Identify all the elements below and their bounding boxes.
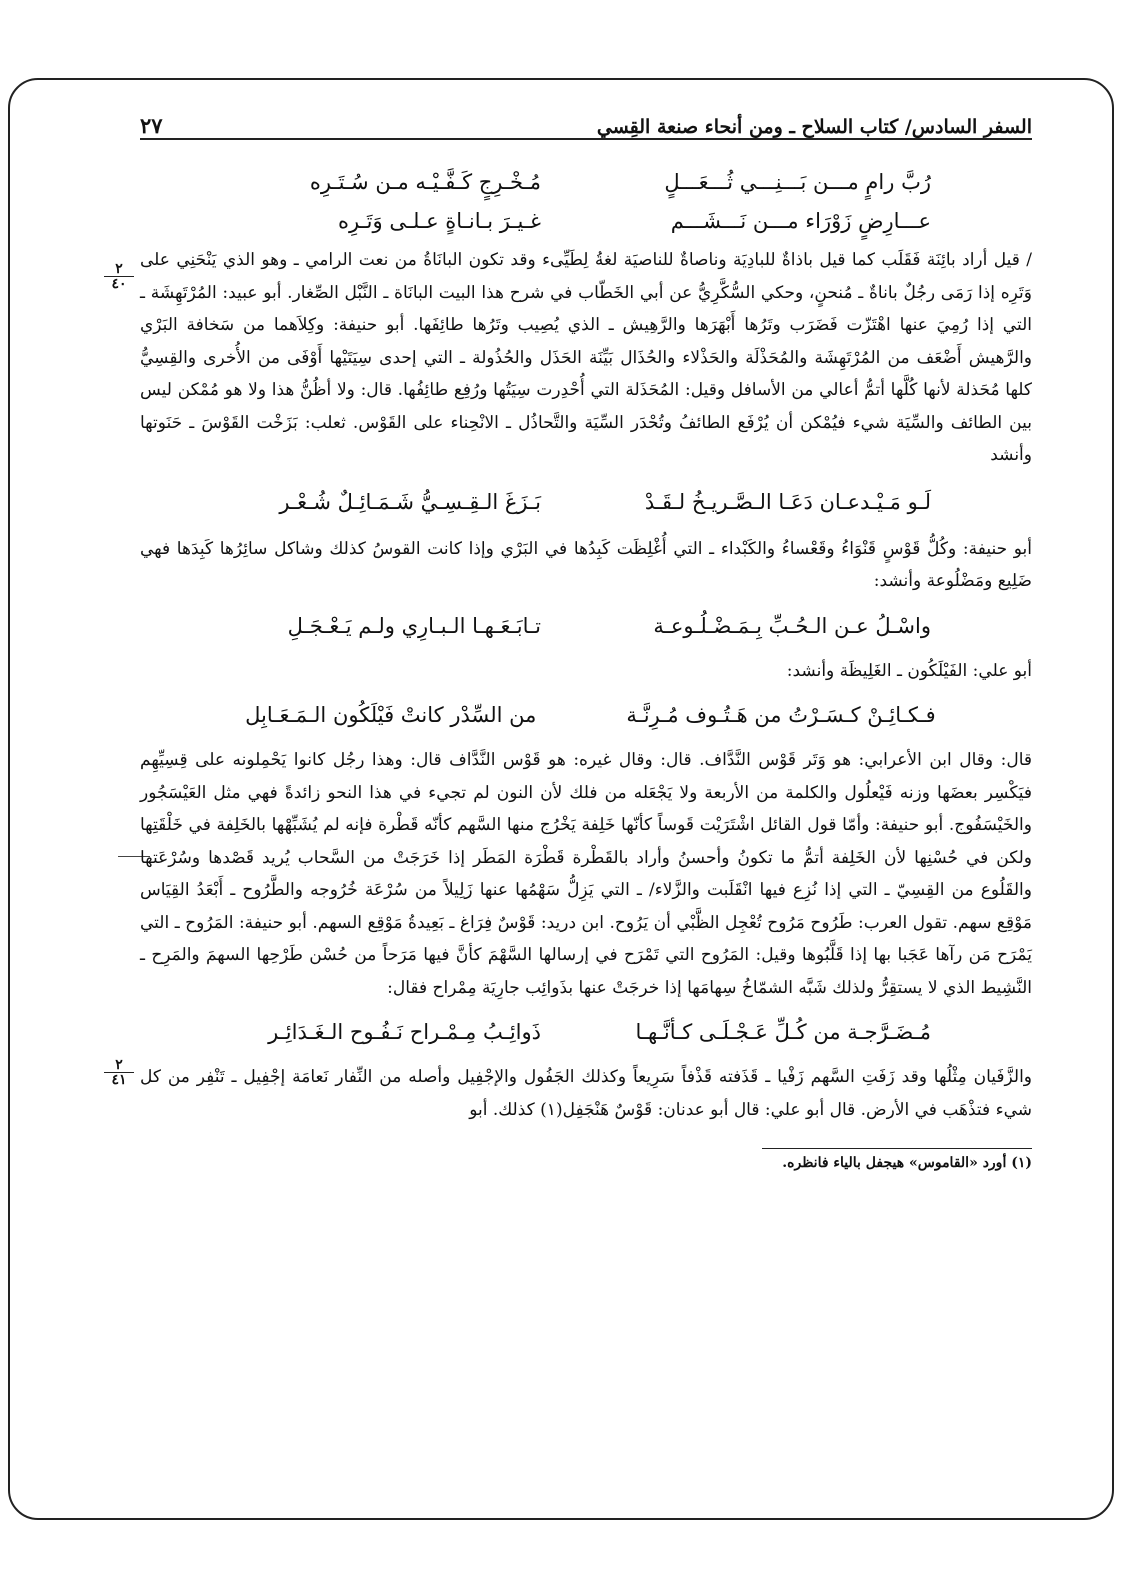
verse-hemistich: غـيـرَ بـانـاةٍ عـلـى وَتَـرِه [337,209,541,233]
margin-ref-2: ٢ ٤١ [104,1058,134,1087]
footnote-divider [762,1148,1032,1149]
verse-hemistich: ذَوائِـبُ مِـمْـراح نَـفُـوح الـغَـدَائِـر [268,1020,541,1044]
margin-ref-1: ٢ ٤٠ [104,262,134,291]
running-header [140,96,1032,140]
paragraph: والزَّفَيان مِثْلُها وقد زَفَتِ السَّهم زَفْيا ـ قَذَفته قَذْفاً سَرِيعاً وكذلك الجَفُول والإجْفِيل وأصله من النِّفار نَعامَة إجْفِيل ـ تَنْفِر من كل شيء فتذْهَب في الأرض. قال أبو علي: قال أبو عدنان: قَوْسٌ هَنْجَفِل(١) كذلك. أبو [140,1067,1032,1120]
page-content [140,96,1032,1496]
verse-line [140,699,1032,732]
paragraph: أبو علي: الفَيْلَكُون ـ الغَلِيظَة وأنشد: [786,660,1032,681]
verse-hemistich: مُـضَـرَّجـة من كُـلِّ عَـجْـلَـى كـأنَّـهـا [635,1020,931,1044]
verse-hemistich: رُبَّ رامٍ مـــن بَـــنِـــي ثُـــعَـــلٍ [664,170,931,194]
paragraph: أبو حنيفة: وكُلُّ قَوْسٍ قَنْوَاءُ وقَعْساءُ والكَبْداء ـ التي أُغْلِظَت كَبِدُها في البَرْي وإذا كانت القوسُ كذلك وشاكل سائِرُها كَبِدَها فهي ضَلِيع ومَضْلُوعة وأنشد: [140,538,1032,591]
verse-hemistich: فـكـائِـنْ كـسَـرْتُ من هَـتُـوف مُـرِنَّـة [626,703,936,727]
verse-line [140,205,1032,238]
verse-line [140,1016,1032,1049]
verse-hemistich: لَـو مَـيْـدعـان دَعَـا الـصَّـريـخُ لـقَـدْ [644,489,931,514]
footnote: (١) أورد «القاموس» هيجفل بالياء فانظره. [782,1155,1032,1171]
verse-line [140,610,1032,643]
verse-hemistich: عـــارِضٍ زَوْرَاء مـــن نَـــشَـــم [670,209,931,233]
verse-line [140,486,1032,519]
paragraph: قال: وقال ابن الأعرابي: هو وَتَر قَوْس النَّدَّاف. قال: وقال غيره: هو قَوْس النَّدَّاف قال: وهذا رجُل كانوا يَحْمِلونه على قِسِيِّهِم فيَكْسِر بعضَها وزنه فَيْعلُول والكلمة من الأربعة ولا يَجْعَله من فلك لأن النون لم تجيء في هذا النحو زائدةً فهي مثل العَيْسَجُور والخَيْسَفُوج. أبو حنيفة: وأمّا قول القائل اشْتَرَيْت قَوساً كأنّها خَلِفة يَخْرُج منها السَّهم كأنّه قَطْرة فإنه لم يُشَبِّهْها بالخَلِفة في خَلْقَتِها ولكن في حُسْنِها لأن الخَلِفة أتمُّ ما تكونُ وأحسنُ وأراد بالقَطْرة قَطْرَة المَطَر إذا خَرَجَتْ من السَّحاب يُريد قَصْدها وسُرْعَتها والقَلُوع من القِسِيّ ـ التي إذا نُزِع فيها انْقَلَبت والزَّلاء/ ـ التي يَزِلُّ سَهْمُها عنها زَلِيلاً من سُرْعَة خُرُوجه والطَّرُوح ـ أَبْعَدُ القِيَاس مَوْقِع سهم. تقول العرب: طَرُوح مَرُوح تُعْجِل الظَّبْي أن يَرُوح. ابن دريد: قَوْسٌ فِرَاغ ـ بَعِيدةُ مَوْقِع السهم. أبو حنيفة: المَرُوح ـ التي يَمْرَح مَن رآها عَجَبا بها إذا قَلَّبُوها وقيل: المَرُوح التي تَمْرَح في إرسالها السَّهْمَ كأنَّ فيها مَرَحاً من حُسْن طَرْحِها السهمَ والمَرِح ـ النَّشِيط الذي لا يستقِرُّ ولذلك شَبَّه الشمّاخُ سِهامَها إذا خرجَتْ عنها بذَوائِب جارِيَة مِمْراح فقال: [140,750,1032,998]
verse-hemistich: مُـخْـرِجٍ كَـفَّـيْـه مـن سُـتَـرِه [309,170,541,194]
paragraph: / قيل أراد بائِنَة فَقَلَب كما قيل باذاةٌ للبادِيَة وناصاةٌ للناصيَة لغةُ لِطَيِّىء وقد تكون البانَاةُ من نعت الرامي ـ وهو الذي يَنْحَنِي على وَتَرِه إذا رَمَى رجُلٌ باناةٌ ـ مُنحنٍ، وحكي السُّكَّرِيُّ عن أبي الخَطّاب في شرح هذا البيت البانَاة ـ النَّبْل الصِّغار. أبو عبيد: المُرْتَهِشَة ـ التي إذا رُمِيَ عنها اهْتَزّت فَضَرَب وتَرُها أَبْهَرَها والرَّهِيش ـ الذي يُصِيب وتَرُها طائِفَها. أبو حنيفة: وكِلاَهما من سَخافة البَرْي والرَّهيش أَضْعَف من المُرْتَهِشَة والمُحَذْلَة والحَذْلاء والحُذَال بَيِّنَة الحَذَل والحُذُولة ـ التي إحدى سِيَتَيْها أَوْفَى من الأُخرى والقِسِيُّ كلها مُحَذلة لأنها كُلَّها أتمُّ أعالي من الأسافل وقيل: المُحَذَلة التي أُحْدِرت سِيَتُها ورُفِع طائِفُها. قال: ولا أظُنُّ هذا ولا هو مُمْكن ليس بين الطائف والسِّيَة شيء فيُمْكن أن يُرْفَع الطائفُ وتُحْدَر السِّيَة والتَّحاذُل ـ الانْحِناء على القَوْس. ثعلب: بَزَخْت القَوْسَ ـ حَنَوتها وأنشد [140,250,1032,465]
verse-hemistich: من السِّدْر كانتْ فَيْلَكُون الـمَـعَـابِل [245,703,537,727]
verse-hemistich: بَـزَغَ الـقِـسِـيُّ شَـمَـائِـلٌ شُـعْـر [279,489,541,514]
verse-hemistich: تـابَـعَـهـا الـبـارِي ولـم يَـعْـجَـلِ [287,613,541,638]
page-number: ٢٧ [140,113,163,138]
header-title: السفر السادس/ كتاب السلاح ـ ومن أنحاء صنعة القِسي [596,116,1032,138]
verse-line [140,166,1032,199]
verse-hemistich: واسْـلُ عـن الـحُـبِّ بِـمَـضْـلُـوعـة [653,613,931,638]
